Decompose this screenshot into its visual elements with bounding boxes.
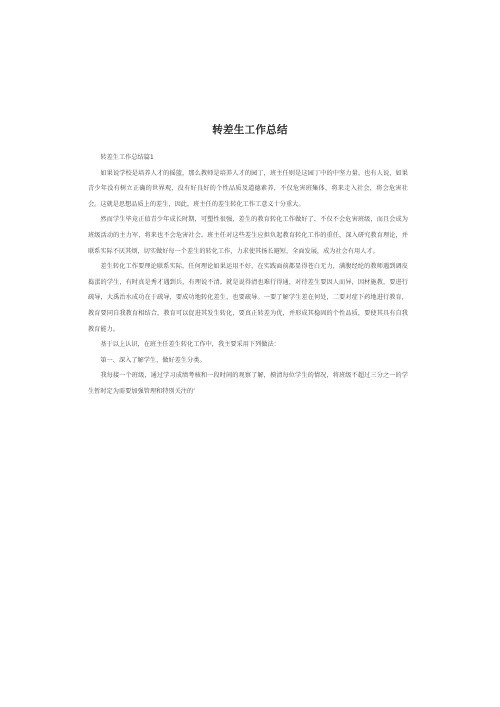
paragraph: 我每接一个班级，通过学习成绩考核和一段时间的观察了解，摸清每位学生的情况，将班级不超过三分之一的学生暂时定为需要加强管理和特别关注的’	[88, 372, 408, 395]
paragraph: 差生转化工作要理论联系实际，任何理论如果运用不好，在实践面前都显得苍白无力，满腹经纶的教师遇到调皮捣蛋的学生，有时真是秀才遇到兵，有理说不清。就是说得清也难行得通，对待差生要因人而异，因材施教，要进行疏导，大禹治水成功在于疏导，要成功地转化差生，也要疏导。一要了解学生差在何处，二要对症下药地进行教育，教育要同自我教育相结合，教育可以促进其发生转化，要真正转差为优，并形成其稳固的个性品质，要使其具有自我教育能力。	[88, 263, 408, 333]
paragraph-heading: 转差生工作总结篇1	[100, 154, 154, 161]
paragraph: 基于以上认识，在班主任差生转化工作中，我主要采用下列做法：	[100, 341, 280, 349]
paragraph: 如果说学校是培养人才的摇篮，那么教师是培养人才的园丁，班主任则是这园丁中的中坚力量。也有人说，如果青少年没有树立正确的世界观，没有好良好的个性品质及道德素养，不仅危害班集体，将来走入社会，将会危害社会。这就是思想品质上的差生，因此，班主任的差生转化工作工意义十分重大。	[88, 169, 408, 208]
document-body	[88, 150, 408, 400]
paragraph: 然而学生毕竟正值青少年成长时期，可塑性很强，差生的教育转化工作做好了，不仅不会危害班级，而且会成为班级活动的主力军，将来也不会危害社会。班主任对这些差生应担负起教育转化工作的重任，深入研究教育理论，并联系实际不厌其烦，切实做好每一个差生的转化工作，力求使其扬长避短，全面发展，成为社会有用人才。	[88, 216, 408, 255]
paragraph: 第一、深入了解学生，做好差生分类。	[100, 356, 206, 364]
document-title: 转差生工作总结	[212, 124, 288, 136]
